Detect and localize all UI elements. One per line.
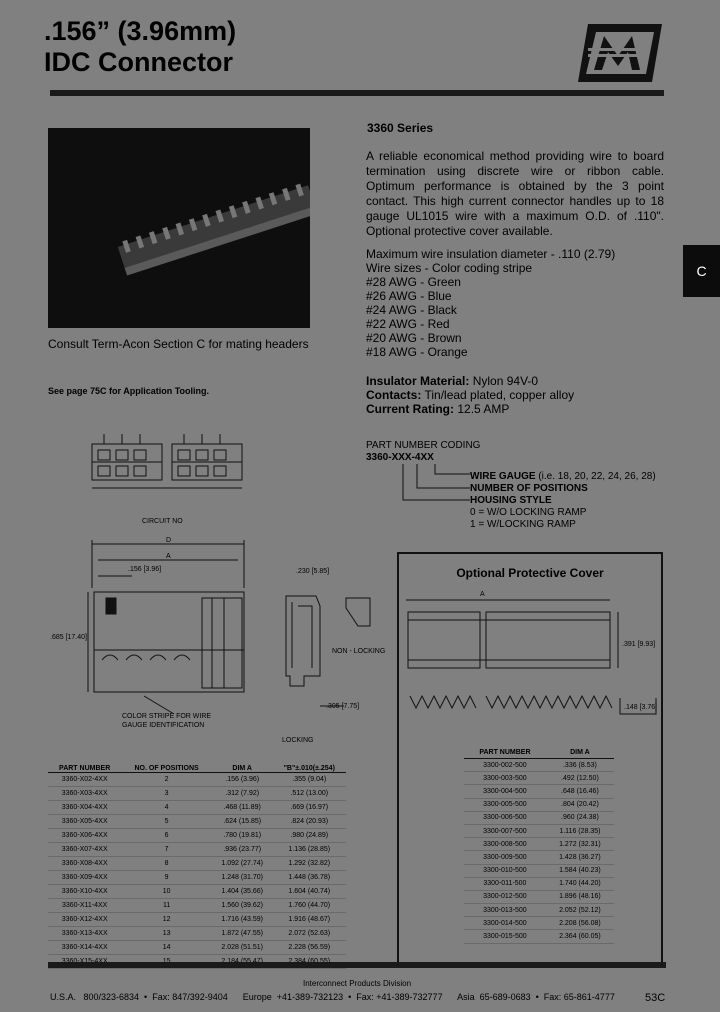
product-photo (48, 128, 310, 328)
table-cell: 3300-009-500 (464, 851, 546, 864)
table-header-row (464, 746, 614, 759)
table-cell: 3360-X05-4XX (48, 815, 121, 829)
table-row (464, 864, 614, 877)
col-positions: NO. OF POSITIONS (121, 752, 212, 773)
col-dim-a: DIM A (212, 752, 273, 773)
table-row (464, 785, 614, 798)
circuit-no-label: CIRCUIT NO (142, 518, 183, 525)
description: A reliable economical method providing wire to board termination using discrete wire or ribbon cable. Optimum performance is obtained by the 3 point contact. This high current connector handles up to 18 gauge UL1015 wire with a maximum O.D. of .110". Optional protective cover available. (366, 149, 664, 238)
table-cell: .804 (20.42) (546, 798, 614, 811)
wire-info-line: Wire sizes - Color coding stripe (366, 261, 533, 275)
table-row (48, 773, 346, 787)
table-cell: 3360-X14-4XX (48, 941, 121, 955)
table-cell: 3300-013-500 (464, 904, 546, 917)
table-row (48, 801, 346, 815)
spec-value: Tin/lead plated, copper alloy (424, 388, 575, 402)
specifications (366, 374, 574, 416)
wire-info-line: #28 AWG - Green (366, 275, 461, 289)
table-cell: .468 (11.89) (212, 801, 273, 815)
wire-info-line: #18 AWG - Orange (366, 345, 468, 359)
table-row (48, 871, 346, 885)
spec-value: Nylon 94V-0 (472, 374, 539, 388)
wire-info-line: #24 AWG - Black (366, 303, 457, 317)
company-m-logo-icon (578, 24, 662, 82)
spec-label: Contacts: (366, 388, 422, 402)
spec-label: Current Rating: (366, 402, 454, 416)
table-cell: 1.560 (39.62) (212, 899, 273, 913)
locking-label: LOCKING (282, 737, 314, 744)
table-row (464, 824, 614, 837)
table-cell: 3360-X02-4XX (48, 773, 121, 787)
wire-info-line: #26 AWG - Blue (366, 289, 452, 303)
table-cell: 12 (121, 913, 212, 927)
cover-drawing (404, 596, 660, 726)
spec-value: 12.5 AMP (457, 402, 510, 416)
table-cell: 7 (121, 843, 212, 857)
table-cell: 9 (121, 871, 212, 885)
table-cell: 2 (121, 773, 212, 787)
table-cell: 3360-X11-4XX (48, 899, 121, 913)
coding-legend (470, 471, 656, 531)
contact-line: U.S.A. 800/323-6834 • Fax: 847/392-9404 Europe +41-389-732123 • Fax: +41-389-732777 Asia 65-689-0683 • Fax: 65-861-4777 (50, 992, 615, 1002)
cover-parts-table (464, 746, 614, 944)
table-cell: .512 (13.00) (273, 787, 346, 801)
table-cell: 1.740 (44.20) (546, 877, 614, 890)
table-cell: 14 (121, 941, 212, 955)
table-cell: .156 (3.96) (212, 773, 273, 787)
table-cell: 3300-014-500 (464, 917, 546, 930)
table-cell: 3300-008-500 (464, 838, 546, 851)
page-number: 53C (645, 992, 666, 1004)
part-number-coding-heading: PART NUMBER CODING (366, 440, 481, 451)
table-row (48, 857, 346, 871)
table-cell: 13 (121, 927, 212, 941)
table-cell: 1.404 (35.66) (212, 885, 273, 899)
housing-option: 1 = W/LOCKING RAMP (470, 519, 576, 530)
wire-gauge-label: WIRE GAUGE (470, 471, 536, 482)
table-cell: 5 (121, 815, 212, 829)
table-cell: 3300-002-500 (464, 759, 546, 772)
protective-cover-title: Optional Protective Cover (456, 566, 604, 580)
section-tab: C (683, 245, 720, 297)
table-cell: 3360-X03-4XX (48, 787, 121, 801)
table-cell: 1.272 (32.31) (546, 838, 614, 851)
table-cell: 1.716 (43.59) (212, 913, 273, 927)
table-row (48, 913, 346, 927)
spec-row (366, 402, 574, 416)
table-cell: 1.584 (40.23) (546, 864, 614, 877)
table-cell: 1.248 (31.70) (212, 871, 273, 885)
table-row (48, 885, 346, 899)
coding-leader-lines (395, 462, 475, 502)
table-cell: 3300-015-500 (464, 930, 546, 943)
table-cell: 1.604 (40.74) (273, 885, 346, 899)
table-cell: .312 (7.92) (212, 787, 273, 801)
col-part-number: PART NUMBER (464, 746, 546, 759)
table-cell: .669 (16.97) (273, 801, 346, 815)
table-cell: 3300-005-500 (464, 798, 546, 811)
table-cell: 3300-010-500 (464, 864, 546, 877)
table-cell: 2.028 (51.51) (212, 941, 273, 955)
spec-row (366, 374, 574, 388)
top-view-drawing (88, 430, 248, 494)
table-row (464, 759, 614, 772)
table-cell: .980 (24.89) (273, 829, 346, 843)
table-cell: 3300-003-500 (464, 772, 546, 785)
footer-rule (48, 962, 666, 968)
part-number-code: 3360-XXX-4XX (366, 452, 434, 463)
col-part-number: PART NUMBER (48, 752, 121, 773)
height-label: .685 [17.40] (50, 634, 87, 641)
table-row (48, 927, 346, 941)
table-cell: 1.292 (32.82) (273, 857, 346, 871)
table-row (464, 877, 614, 890)
table-cell: 3360-X12-4XX (48, 913, 121, 927)
color-stripe-label: COLOR STRIPE FOR WIRE (122, 713, 212, 720)
non-locking-label: NON - LOCKING (332, 648, 386, 655)
table-cell: 2.072 (52.63) (273, 927, 346, 941)
housing-label: HOUSING STYLE (470, 495, 552, 506)
table-row (464, 851, 614, 864)
cover-dim-a-label: A (480, 591, 485, 598)
table-cell: 2.228 (56.59) (273, 941, 346, 955)
connector-image (48, 128, 310, 328)
table-cell: .492 (12.50) (546, 772, 614, 785)
table-cell: 1.136 (28.85) (273, 843, 346, 857)
col-dim-a: DIM A (546, 746, 614, 759)
gauge-id-label: GAUGE IDENTIFICATION (122, 722, 205, 729)
title-dimension: .156” (3.96mm) (44, 16, 237, 46)
spec-label: Insulator Material: (366, 374, 470, 388)
see-page-note: See page 75C for Application Tooling. (48, 386, 210, 396)
table-cell: 1.872 (47.55) (212, 927, 273, 941)
table-cell: 2.052 (52.12) (546, 904, 614, 917)
table-cell: .936 (23.77) (212, 843, 273, 857)
table-cell: 3360-X10-4XX (48, 885, 121, 899)
division-name: Interconnect Products Division (302, 979, 412, 988)
table-cell: 3300-012-500 (464, 890, 546, 903)
table-cell: 4 (121, 801, 212, 815)
table-cell: 1.092 (27.74) (212, 857, 273, 871)
table-row (48, 787, 346, 801)
pitch-label: .156 [3.96] (128, 566, 162, 573)
table-cell: 1.448 (36.78) (273, 871, 346, 885)
consult-note: Consult Term-Acon Section C for mating headers (48, 337, 309, 351)
table-cell: 1.116 (28.35) (546, 824, 614, 837)
housing-option: 0 = W/O LOCKING RAMP (470, 507, 587, 518)
table-cell: .624 (15.85) (212, 815, 273, 829)
table-cell: 10 (121, 885, 212, 899)
table-row (464, 798, 614, 811)
table-row (464, 930, 614, 943)
cover-dim-148-label: .148 [3.76] (624, 704, 658, 711)
table-cell: 11 (121, 899, 212, 913)
table-cell: 8 (121, 857, 212, 871)
table-cell: 3360-X07-4XX (48, 843, 121, 857)
table-cell: 1.760 (44.70) (273, 899, 346, 913)
table-row (48, 899, 346, 913)
table-row (464, 772, 614, 785)
table-cell: 2.364 (60.05) (546, 930, 614, 943)
table-cell: 3300-011-500 (464, 877, 546, 890)
dim-a-label: A (166, 553, 171, 560)
table-row (48, 843, 346, 857)
table-cell: .648 (16.46) (546, 785, 614, 798)
table-row (48, 815, 346, 829)
table-cell: 6 (121, 829, 212, 843)
table-cell: 3360-X09-4XX (48, 871, 121, 885)
wire-info (366, 247, 615, 359)
page-title: IDC Connector (44, 47, 233, 77)
table-cell: .780 (19.81) (212, 829, 273, 843)
table-cell: 1.896 (48.16) (546, 890, 614, 903)
table-cell: .824 (20.93) (273, 815, 346, 829)
table-row (464, 838, 614, 851)
positions-label: NUMBER OF POSITIONS (470, 483, 588, 494)
table-cell: .355 (9.04) (273, 773, 346, 787)
table-cell: 3360-X08-4XX (48, 857, 121, 871)
table-cell: 1.428 (36.27) (546, 851, 614, 864)
table-row (464, 917, 614, 930)
table-cell: .960 (24.38) (546, 811, 614, 824)
dim-d-label: D (166, 537, 172, 544)
table-header-row (48, 752, 346, 773)
dim-230-label: .230 [5.85] (296, 568, 330, 575)
dim-305-label: .305 [7.75] (326, 703, 360, 710)
wire-info-line: Maximum wire insulation diameter - .110 (2.79) (366, 247, 616, 261)
table-row (464, 811, 614, 824)
side-view-drawing (84, 526, 384, 732)
series-heading: 3360 Series (367, 121, 434, 135)
table-cell: 3300-006-500 (464, 811, 546, 824)
table-cell: .336 (8.53) (546, 759, 614, 772)
table-cell: 3300-004-500 (464, 785, 546, 798)
table-row (48, 829, 346, 843)
header-rule (50, 90, 664, 96)
wire-gauge-values: (i.e. 18, 20, 22, 24, 26, 28) (538, 471, 656, 482)
table-cell: 3360-X04-4XX (48, 801, 121, 815)
col-dim-b: "B"±.010(±.254) (273, 752, 346, 773)
parts-table (48, 752, 346, 969)
table-row (464, 890, 614, 903)
spec-row (366, 388, 574, 402)
table-row (48, 941, 346, 955)
table-cell: 2.208 (56.08) (546, 917, 614, 930)
wire-info-line: #22 AWG - Red (366, 317, 450, 331)
table-cell: 3 (121, 787, 212, 801)
table-cell: 3300-007-500 (464, 824, 546, 837)
cover-dim-391-label: .391 [9.93] (622, 641, 656, 648)
table-cell: 3360-X13-4XX (48, 927, 121, 941)
wire-info-line: #20 AWG - Brown (366, 331, 462, 345)
table-row (464, 904, 614, 917)
table-cell: 1.916 (48.67) (273, 913, 346, 927)
table-cell: 3360-X06-4XX (48, 829, 121, 843)
